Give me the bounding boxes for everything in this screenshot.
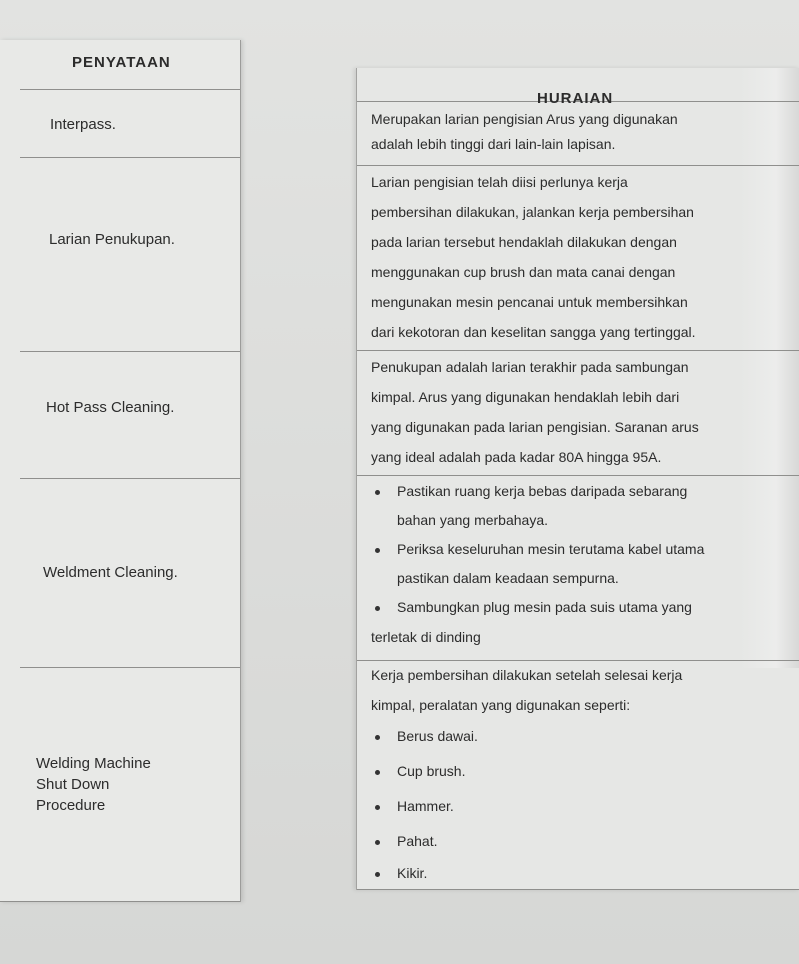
bullet-icon [375,735,380,740]
desc-hotpass-line: menggunakan cup brush dan mata canai dengan [371,264,676,280]
statement-larian-penukupan: Larian Penukupan. [49,231,175,248]
light-glare [740,68,799,668]
bullet-icon [375,606,380,611]
column-header-penyataan: PENYATAAN [72,54,171,71]
bullet-icon [375,548,380,553]
divider [357,350,799,351]
bullet-icon [375,490,380,495]
bullet-text-cont: terletak di dinding [371,629,481,645]
bullet-text-cont: pastikan dalam keadaan sempurna. [397,570,619,586]
divider [20,667,240,668]
statement-weldment-cleaning: Weldment Cleaning. [43,564,178,581]
desc-penutup-line: yang digunakan pada larian pengisian. Saranan arus [371,419,699,435]
statement-welding-machine-line1: Welding Machine [36,755,151,772]
bullet-icon [375,770,380,775]
bullet-text: Periksa keseluruhan mesin terutama kabel utama [397,541,705,557]
desc-penutup-line: Penukupan adalah larian terakhir pada sambungan [371,359,689,375]
tool-item: Berus dawai. [397,728,478,744]
desc-cleaning-line: Kerja pembersihan dilakukan setelah selesai kerja [371,667,683,683]
divider [357,165,799,166]
statement-welding-machine-line2: Shut Down [36,776,110,793]
divider [20,351,240,352]
bullet-icon [375,872,380,877]
tool-item: Pahat. [397,833,438,849]
divider [20,478,240,479]
bullet-icon [375,840,380,845]
column-header-huraian: HURAIAN [537,90,614,107]
tool-item: Kikir. [397,865,428,881]
divider [20,89,240,90]
tool-item: Hammer. [397,798,454,814]
divider [0,901,240,902]
divider [357,889,799,890]
divider [20,157,240,158]
desc-interpass-line: Merupakan larian pengisian Arus yang digunakan [371,111,678,127]
right-page [356,68,799,890]
desc-hotpass-line: Larian pengisian telah diisi perlunya kerja [371,174,628,190]
divider [357,475,799,476]
desc-penutup-line: yang ideal adalah pada kadar 80A hingga 95A. [371,449,662,465]
bullet-text: Sambungkan plug mesin pada suis utama yang [397,599,692,615]
desc-cleaning-line: kimpal, peralatan yang digunakan seperti: [371,697,631,713]
desc-interpass-line: adalah lebih tinggi dari lain-lain lapisan. [371,136,616,152]
desc-hotpass-line: dari kekotoran dan keselitan sangga yang tertinggal. [371,324,696,340]
bullet-icon [375,805,380,810]
statement-hot-pass-cleaning: Hot Pass Cleaning. [46,399,175,416]
bullet-text: Pastikan ruang kerja bebas daripada sebarang [397,483,688,499]
tool-item: Cup brush. [397,763,466,779]
left-page [0,40,241,902]
desc-hotpass-line: pembersihan dilakukan, jalankan kerja pembersihan [371,204,694,220]
statement-welding-machine-line3: Procedure [36,797,106,814]
desc-hotpass-line: pada larian tersebut hendaklah dilakukan dengan [371,234,677,250]
divider [357,660,799,661]
bullet-text-cont: bahan yang merbahaya. [397,512,548,528]
desc-penutup-line: kimpal. Arus yang digunakan hendaklah lebih dari [371,389,680,405]
desc-hotpass-line: mengunakan mesin pencanai untuk membersihkan [371,294,688,310]
statement-interpass: Interpass. [50,116,116,133]
